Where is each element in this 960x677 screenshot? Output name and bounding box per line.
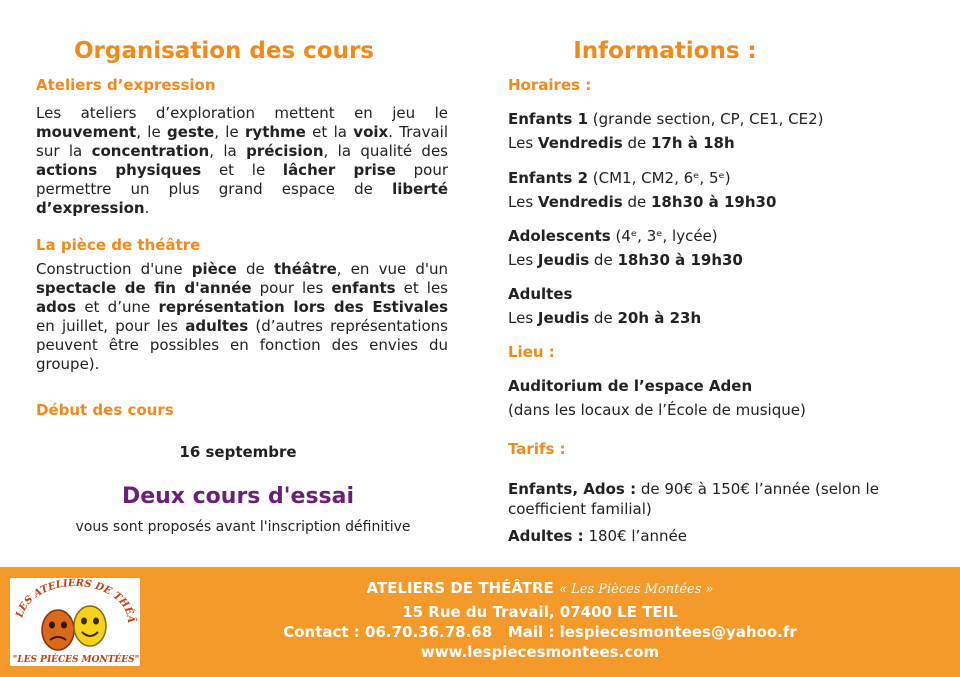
paragraph-text: , la [209,142,247,160]
group-adultes-line: Adultes [508,285,573,303]
lieu-detail: (dans les locaux de l’École de musique) [508,401,806,419]
paragraph-text: , la qualité des [323,142,448,160]
emphasis-text: représentation lors des Estivales [158,298,449,316]
emphasis-text: précision [246,142,324,160]
paragraph-text: en juillet, pour les [36,317,186,335]
paragraph-text: , le [136,123,168,141]
emphasis-text: voix [353,123,389,141]
emphasis-text: liberté d’expression [36,180,448,217]
organisation-title: Organisation des cours [73,38,374,64]
ateliers-heading: Ateliers d’expression [36,76,216,94]
debut-heading: Début des cours [36,401,174,419]
emphasis-text: pièce [191,260,237,278]
footer-address: 15 Rue du Travail, 07400 LE TEIL [402,603,678,621]
paragraph-text: . Travail sur la [36,123,449,160]
paragraph-text: Les ateliers d’exploration mettent en jeu le [36,104,448,122]
paragraph-text: et la [305,123,354,141]
paragraph-text: (d’autres représentations peuvent être possibles en fonction des envies du groupe). [36,317,448,373]
group-enfants2-line: Enfants 2 (CM1, CM2, 6ᵉ, 5ᵉ) [508,169,731,187]
tarif-adultes: Adultes : 180€ l’année [508,527,687,545]
tarif-enfants-ados: Enfants, Ados : de 90€ à 150€ l’année (selon le coefficient familial) [508,480,879,518]
theatre-masks-logo [10,578,140,666]
footer-banner [0,567,960,677]
paragraph-text: . [144,199,150,217]
group-ados-schedule: Les Jeudis de 18h30 à 19h30 [508,251,743,269]
debut-date: 16 septembre [179,443,297,461]
emphasis-text: ados [36,298,77,316]
paragraph-text: de [236,260,274,278]
ateliers-paragraph [36,104,448,218]
paragraph-text: et d’une [76,298,159,316]
emphasis-text: geste [167,123,215,141]
paragraph-text: et le [201,161,283,179]
group-enfants1-line: Enfants 1 (grande section, CP, CE1, CE2) [508,110,824,128]
essai-title: Deux cours d'essai [121,484,355,509]
emphasis-text: lâcher prise [282,161,396,179]
lieu-heading: Lieu : [508,343,555,361]
paragraph-text: Construction d'une [36,260,192,278]
emphasis-text: rythme [245,123,306,141]
paragraph-text: pour permettre un plus grand espace de [36,161,448,198]
emphasis-text: adultes [185,317,249,335]
footer-contact[interactable]: Contact : 06.70.36.78.68 Mail : lespiecesmontees@yahoo.fr [283,623,797,641]
emphasis-text: spectacle de fin d'année [36,279,252,297]
logo-bottom-text: "LES PIÈCES MONTÉES" [12,655,140,665]
emphasis-text: enfants [331,279,396,297]
group-ados-line: Adolescents (4ᵉ, 3ᵉ, lycée) [508,227,718,245]
piece-heading: La pièce de théâtre [36,236,201,254]
group-adultes-schedule: Les Jeudis de 20h à 23h [508,309,702,327]
theatre-masks-icon [10,578,140,666]
footer-website-link[interactable]: www.lespiecesmontees.com [420,643,660,661]
informations-title: Informations : [573,38,757,64]
group-enfants2-schedule: Les Vendredis de 18h30 à 19h30 [508,193,777,211]
piece-paragraph [36,260,448,374]
paragraph-text: pour les [251,279,332,297]
emphasis-text: mouvement [36,123,137,141]
logo-top-text: LES ATELIERS DE THÉÂ [14,578,137,624]
paragraph-text: , le [214,123,246,141]
tarifs-heading: Tarifs : [508,440,566,458]
group-enfants1-schedule: Les Vendredis de 17h à 18h [508,134,735,152]
essai-subtitle: vous sont proposés avant l'inscription définitive [75,519,411,535]
paragraph-text: , en vue d'un [336,260,448,278]
emphasis-text: actions physiques [36,161,202,179]
paragraph-text: et les [395,279,449,297]
emphasis-text: concentration [91,142,210,160]
footer-name: ATELIERS DE THÉÂTRE « Les Pièces Montées » [366,579,714,597]
svg-text:LES ATELIERS DE THÉÂTRE [10,578,137,624]
horaires-heading: Horaires : [508,76,592,94]
lieu-name: Auditorium de l’espace Aden [508,377,753,395]
emphasis-text: théâtre [273,260,337,278]
